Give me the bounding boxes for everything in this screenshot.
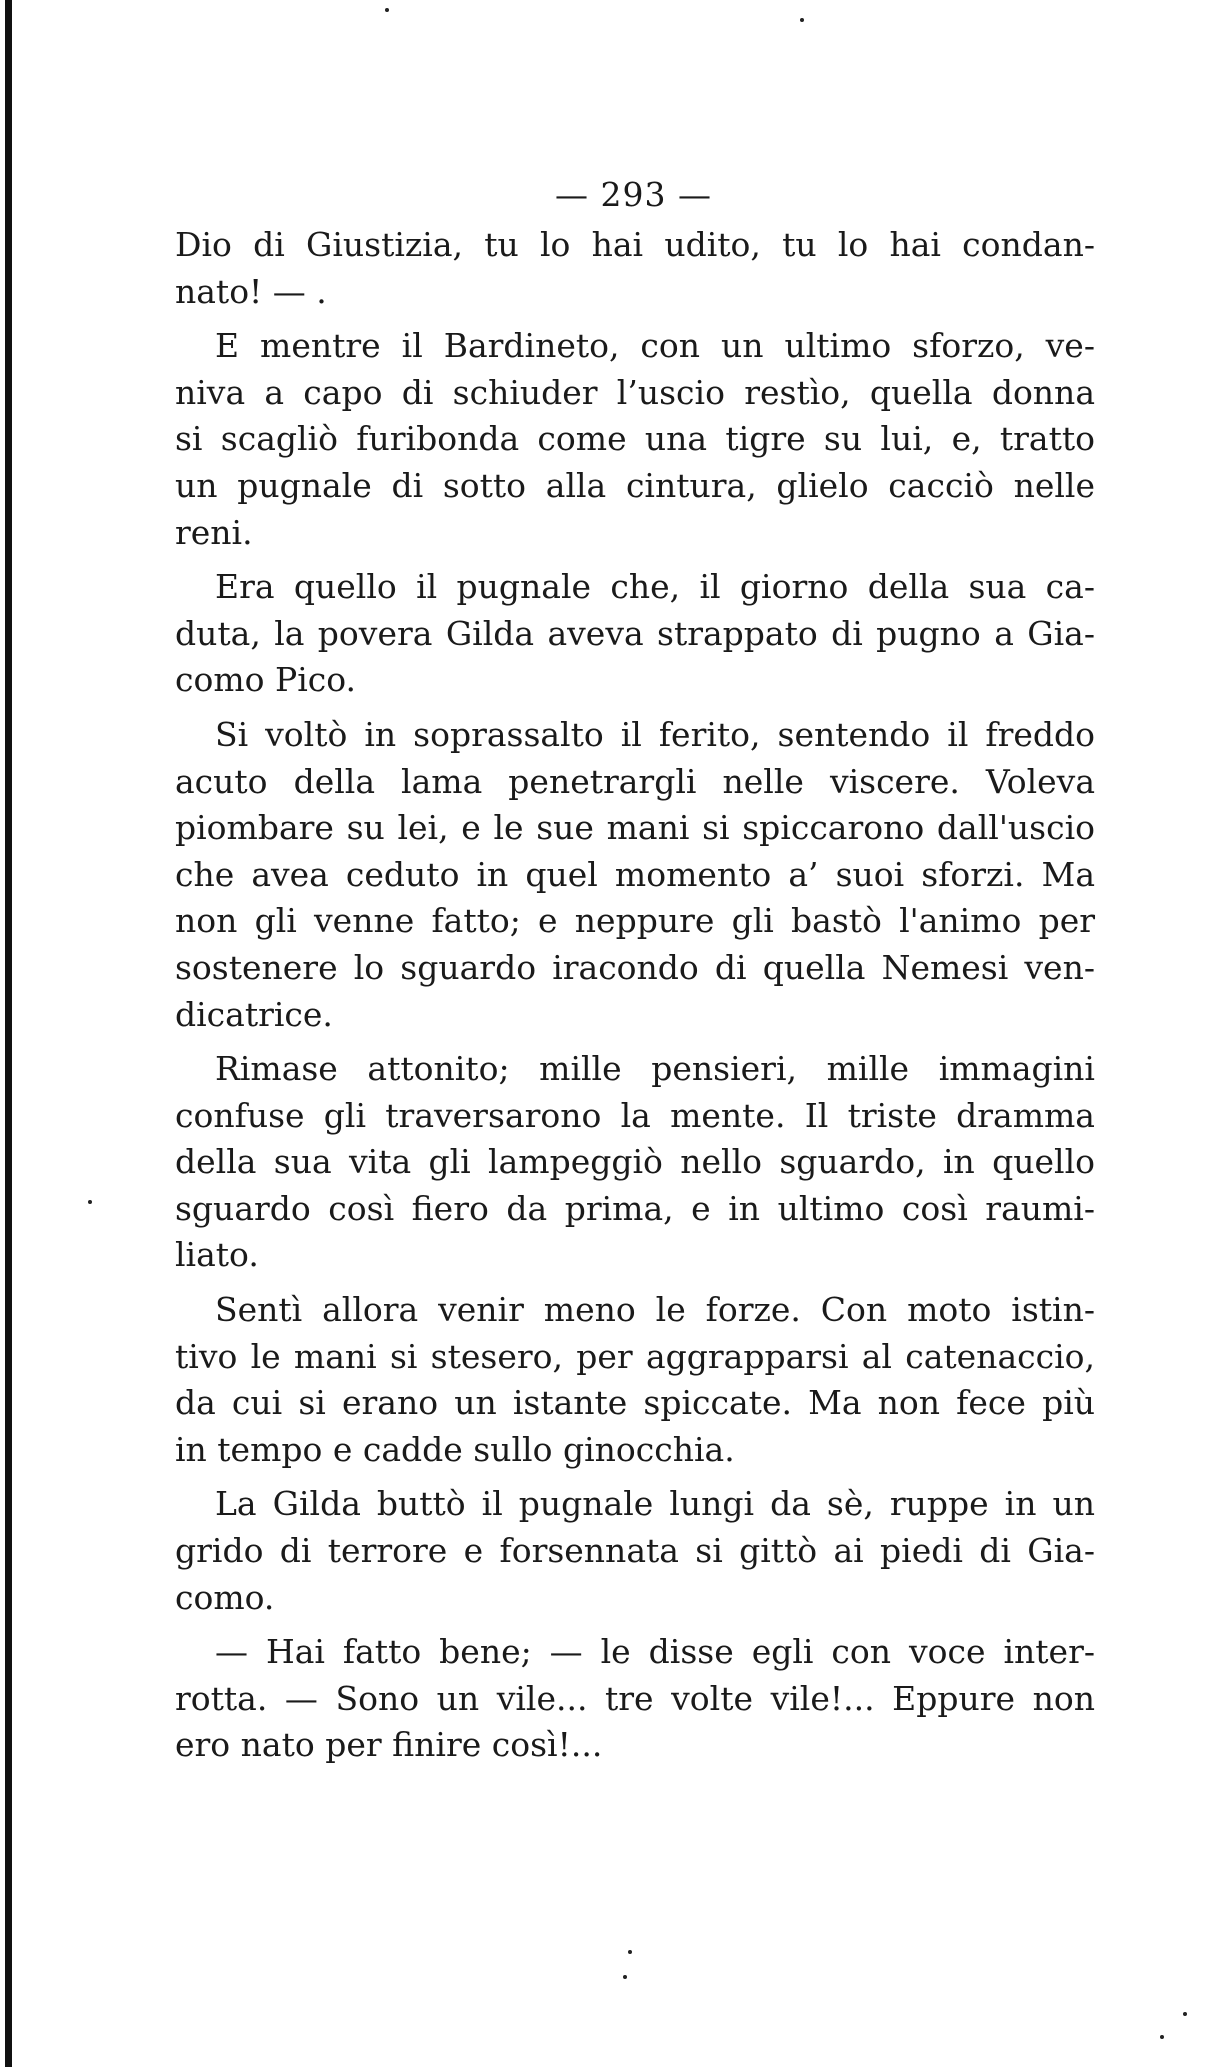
text-line: un pugnale di sotto alla cintura, glielo cacciò nelle [175, 465, 1095, 505]
text-line: non gli venne fatto; e neppure gli bastò l'animo per [175, 901, 1095, 941]
scan-speck [1160, 2035, 1164, 2039]
paragraph-1 [175, 222, 1095, 315]
text-line: confuse gli traversarono la mente. Il triste dramma [175, 1095, 1095, 1135]
text-line: grido di terrore e forsennata si gittò ai piedi di Gia- [175, 1531, 1095, 1571]
text-line: della sua vita gli lampeggiò nello sguardo, in quello [175, 1142, 1095, 1182]
text-line: acuto della lama penetrargli nelle viscere. Voleva [175, 761, 1095, 801]
text-line: duta, la povera Gilda aveva strappato di pugno a Gia- [175, 613, 1095, 653]
text-line: niva a capo di schiuder l’uscio restìo, quella donna [175, 372, 1095, 412]
text-line: como Pico. [175, 660, 357, 700]
paragraph-8 [175, 1629, 1095, 1769]
text-line: La Gilda buttò il pugnale lungi da sè, ruppe in un [215, 1484, 1095, 1524]
text-line: Dio di Giustizia, tu lo hai udito, tu lo hai condan- [175, 225, 1095, 264]
text-line: liato. [175, 1235, 259, 1275]
text-line: nato! — . [175, 271, 327, 311]
text-line: in tempo e cadde sullo ginocchia. [175, 1429, 735, 1469]
scan-speck [800, 18, 804, 22]
scan-speck [385, 8, 389, 12]
text-line: che avea ceduto in quel momento a’ suoi sforzi. Ma [175, 854, 1095, 894]
text-line: Sentì allora venir meno le forze. Con moto istin- [215, 1290, 1095, 1330]
paragraph-5 [175, 1046, 1095, 1279]
paragraph-6 [175, 1287, 1095, 1473]
text-line: ero nato per finire così!... [175, 1725, 603, 1765]
text-line: como. [175, 1577, 275, 1617]
text-line: dicatrice. [175, 994, 333, 1034]
scan-speck [1183, 2012, 1187, 2016]
page-edge-rule [5, 0, 12, 2067]
text-line: Era quello il pugnale che, il giorno della sua ca- [215, 567, 1095, 607]
scan-speck [628, 1950, 632, 1954]
text-line: tivo le mani si stesero, per aggrapparsi al catenaccio, [175, 1336, 1095, 1376]
text-line: sostenere lo sguardo iracondo di quella Nemesi ven- [175, 947, 1095, 987]
page-number: — 293 — [555, 175, 712, 214]
paragraph-7 [175, 1481, 1095, 1621]
paragraph-2 [175, 323, 1095, 556]
text-line: Si voltò in soprassalto il ferito, sentendo il freddo [215, 714, 1095, 754]
text-line: da cui si erano un istante spiccate. Ma non fece più [175, 1383, 1095, 1423]
text-line: rotta. — Sono un vile... tre volte vile!... Eppure non [175, 1678, 1095, 1718]
text-line: reni. [175, 512, 253, 552]
paragraph-4 [175, 712, 1095, 1038]
paragraph-3 [175, 564, 1095, 704]
text-line: Rimase attonito; mille pensieri, mille immagini [215, 1049, 1095, 1089]
text-line: — Hai fatto bene; — le disse egli con voce inter- [215, 1632, 1095, 1672]
scan-speck [88, 1200, 92, 1204]
text-line: sguardo così fiero da prima, e in ultimo così raumi- [175, 1188, 1095, 1228]
text-line: piombare su lei, e le sue mani si spiccarono dall'uscio [175, 808, 1095, 848]
text-line: E mentre il Bardineto, con un ultimo sforzo, ve- [215, 326, 1095, 366]
body-text [175, 222, 1095, 1769]
scan-speck [623, 1975, 627, 1979]
text-line: si scagliò furibonda come una tigre su lui, e, tratto [175, 419, 1095, 459]
